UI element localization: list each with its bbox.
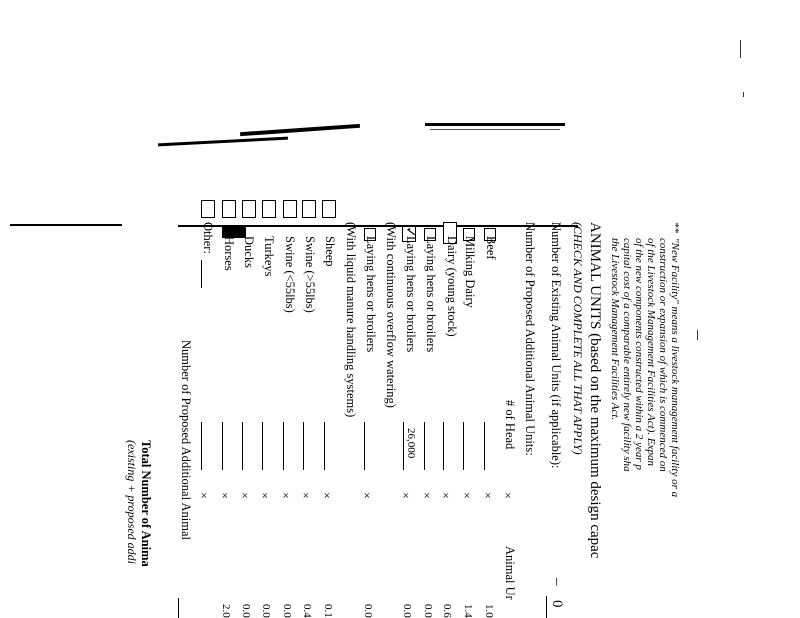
- item-checkbox[interactable]: [322, 200, 336, 218]
- footnote-line-2: construction or expansion of which is commenced on: [657, 238, 669, 472]
- item-label: Swine (>55lbs): [303, 236, 317, 313]
- footnote-line-6: the Livestock Management Facilities Act.: [609, 238, 621, 421]
- checkmark-icon: ✓: [401, 226, 418, 238]
- footnote-line-5: capital cost of a comparable entirely new facility sha: [621, 238, 633, 472]
- item-multiply: ×: [399, 492, 413, 499]
- scan-smudge-top-left: [158, 137, 288, 147]
- item-multiply: ×: [197, 492, 211, 499]
- item-label: Swine (<55lbs): [283, 236, 297, 313]
- scan-speck-2: [743, 92, 744, 97]
- item-multiply: ×: [258, 492, 272, 499]
- item-head-blank[interactable]: [324, 422, 325, 470]
- item-factor: 0.6: [441, 604, 453, 618]
- grand-total-sublabel: (existing + proposed addi: [125, 440, 139, 564]
- item-head-blank[interactable]: [222, 422, 223, 470]
- item-factor: 0.4: [301, 604, 313, 618]
- footnote-marker: **: [669, 222, 681, 233]
- item-checkbox[interactable]: [283, 200, 297, 218]
- item-multiply: ×: [218, 492, 232, 499]
- item-multiply: ×: [360, 492, 374, 499]
- column-head-multiply: ×: [501, 492, 515, 499]
- proposed-total-label: Number of Proposed Additional Animal: [179, 340, 193, 540]
- item-factor: 0.1: [322, 604, 334, 618]
- item-head-blank[interactable]: [463, 422, 464, 470]
- item-factor: 0.0: [362, 604, 374, 618]
- item-head-blank[interactable]: [262, 422, 263, 470]
- item-label: Dairy (young stock): [445, 236, 459, 337]
- scan-smudge-left: [10, 224, 122, 226]
- item-multiply: ×: [320, 492, 334, 499]
- item-head-blank[interactable]: [484, 422, 485, 470]
- column-head-count: # of Head: [503, 400, 517, 450]
- existing-units-label: Number of Existing Animal Units (if applicable):: [549, 222, 563, 469]
- item-checkbox[interactable]: [302, 200, 316, 218]
- item-checkbox[interactable]: [262, 200, 276, 218]
- item-label: Beef: [484, 236, 498, 260]
- item-multiply: ×: [299, 492, 313, 499]
- item-head-blank[interactable]: [303, 422, 304, 470]
- item-factor: 1.4: [462, 604, 474, 618]
- item-factor: 1.0: [483, 604, 495, 618]
- footnote-line-4: of the new components constructed within a 2 year p: [633, 238, 645, 470]
- item-note: (With continuous overflow watering): [384, 222, 398, 408]
- item-label: Other:: [201, 222, 215, 254]
- scan-speck-3: [697, 330, 698, 340]
- item-head-blank[interactable]: [364, 422, 365, 470]
- item-factor: 0.0: [260, 604, 272, 618]
- existing-units-value: 0: [549, 600, 565, 608]
- item-label: Sheep: [323, 236, 337, 267]
- item-multiply: ×: [439, 492, 453, 499]
- item-head-blank[interactable]: [424, 422, 425, 470]
- item-label: Turkeys: [262, 236, 276, 277]
- item-head-blank[interactable]: [443, 422, 444, 470]
- scan-smudge-top-right-b: [430, 129, 560, 130]
- grand-total-label: Total Number of Anima: [139, 440, 153, 567]
- scan-smudge-top-left-b: [240, 124, 360, 136]
- item-multiply: ×: [238, 492, 252, 499]
- item-head-blank: [403, 422, 404, 470]
- item-factor: 0.0: [240, 604, 252, 618]
- item-factor: 0.0: [281, 604, 293, 618]
- scan-speck-1: [740, 40, 741, 58]
- item-factor: 0.0: [401, 604, 413, 618]
- item-factor: 2.0: [220, 604, 232, 618]
- item-label: Ducks: [242, 236, 256, 268]
- item-checkbox[interactable]: [222, 200, 236, 218]
- scan-smudge-top-right: [425, 123, 565, 126]
- item-head-blank[interactable]: [283, 422, 284, 470]
- item-checkbox[interactable]: [242, 200, 256, 218]
- item-label: Horses: [222, 236, 236, 271]
- item-head-blank[interactable]: [201, 422, 202, 470]
- item-head-value[interactable]: 26,000: [405, 428, 417, 459]
- footnote-line-1: "New Facility" means a livestock management facility or a: [669, 238, 681, 498]
- item-multiply: ×: [279, 492, 293, 499]
- item-label: Laying hens or broilers: [424, 236, 438, 353]
- footnote-line-3: of the Livestock Management Facilities Act). Expan: [645, 238, 657, 466]
- item-note: (With liquid manure handling systems): [344, 222, 358, 418]
- item-multiply: ×: [420, 492, 434, 499]
- item-label: Laying hens or broilers: [364, 236, 378, 353]
- proposed-total-blank[interactable]: [178, 598, 179, 618]
- item-head-blank[interactable]: [242, 422, 243, 470]
- item-label: Laying hens or broilers: [404, 236, 418, 353]
- section-subheading: (CHECK AND COMPLETE ALL THAT APPLY): [571, 222, 585, 455]
- item-multiply: ×: [460, 492, 474, 499]
- column-head-factor: Animal Ur: [503, 546, 517, 600]
- existing-units-dash: –: [549, 578, 565, 586]
- existing-units-underline: [546, 596, 547, 618]
- item-other-blank[interactable]: [201, 260, 202, 288]
- item-label: Milking Dairy: [463, 236, 477, 308]
- item-checkbox[interactable]: [201, 200, 215, 218]
- section-heading: ANIMAL UNITS (based on the maximum design capac: [587, 222, 603, 559]
- item-factor: 0.0: [422, 604, 434, 618]
- item-multiply: ×: [481, 492, 495, 499]
- proposed-units-label: Number of Proposed Additional Animal Units:: [523, 222, 537, 456]
